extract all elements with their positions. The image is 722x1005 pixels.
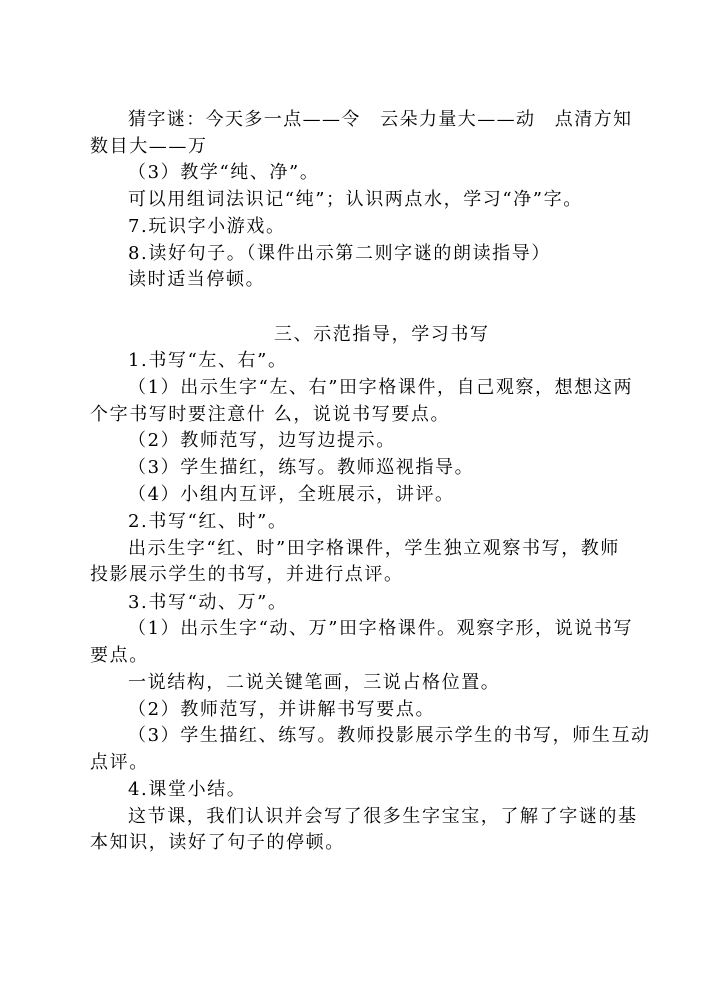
paragraph-line-continued: 点评。 (90, 752, 149, 773)
paragraph-line-continued: 投影展示学生的书写，并进行点评。 (90, 564, 404, 585)
paragraph-line: （3）学生描红、练写。教师投影展示学生的书写，师生互动 (128, 725, 651, 746)
paragraph-line: 一说结构，二说关键笔画，三说占格位置。 (128, 672, 501, 693)
step-7-heading: 7.玩识字小游戏。 (128, 216, 286, 237)
step-4-heading: 4.课堂小结。 (128, 779, 247, 800)
paragraph-line-continued: 要点。 (90, 645, 149, 666)
paragraph-line: （2）教师范写，边写边提示。 (128, 430, 396, 451)
paragraph-line: 可以用组词法识记“纯”；认识两点水，学习“净”字。 (128, 189, 583, 210)
riddle-line-continued: 数目大——万 (90, 136, 208, 157)
paragraph-line: （1）出示生字“动、万”田字格课件。观察字形，说说书写 (128, 618, 634, 639)
paragraph-line: 这节课，我们认识并会写了很多生字宝宝，了解了字谜的基 (128, 806, 638, 827)
paragraph-line-continued: 本知识，读好了句子的停顿。 (90, 832, 345, 853)
item-3-heading: （3）教学“纯、净”。 (128, 162, 320, 183)
step-1-heading: 1.书写“左、右”。 (128, 350, 288, 371)
paragraph-line: 读时适当停顿。 (128, 269, 266, 290)
paragraph-line: （2）教师范写，并讲解书写要点。 (128, 699, 436, 720)
riddle-line: 猜字谜：今天多一点——令 云朵力量大——动 点清方知 (128, 109, 633, 130)
paragraph-line: （4）小组内互评，全班展示，讲评。 (128, 484, 455, 505)
paragraph-line: （1）出示生字“左、右”田字格课件，自己观察，想想这两 (128, 377, 634, 398)
paragraph-line: 出示生字“红、时”田字格课件，学生独立观察书写，教师 (128, 538, 621, 559)
paragraph-line-continued: 个字书写时要注意什 么，说说书写要点。 (90, 404, 451, 425)
paragraph-line: （3）学生描红，练写。教师巡视指导。 (128, 457, 475, 478)
section-title: 三、示范指导，学习书写 (274, 324, 490, 345)
step-3-heading: 3.书写“动、万”。 (128, 592, 288, 613)
step-2-heading: 2.书写“红、时”。 (128, 511, 288, 532)
step-8-heading: 8.读好句子。（课件出示第二则字谜的朗读指导） (128, 243, 551, 264)
